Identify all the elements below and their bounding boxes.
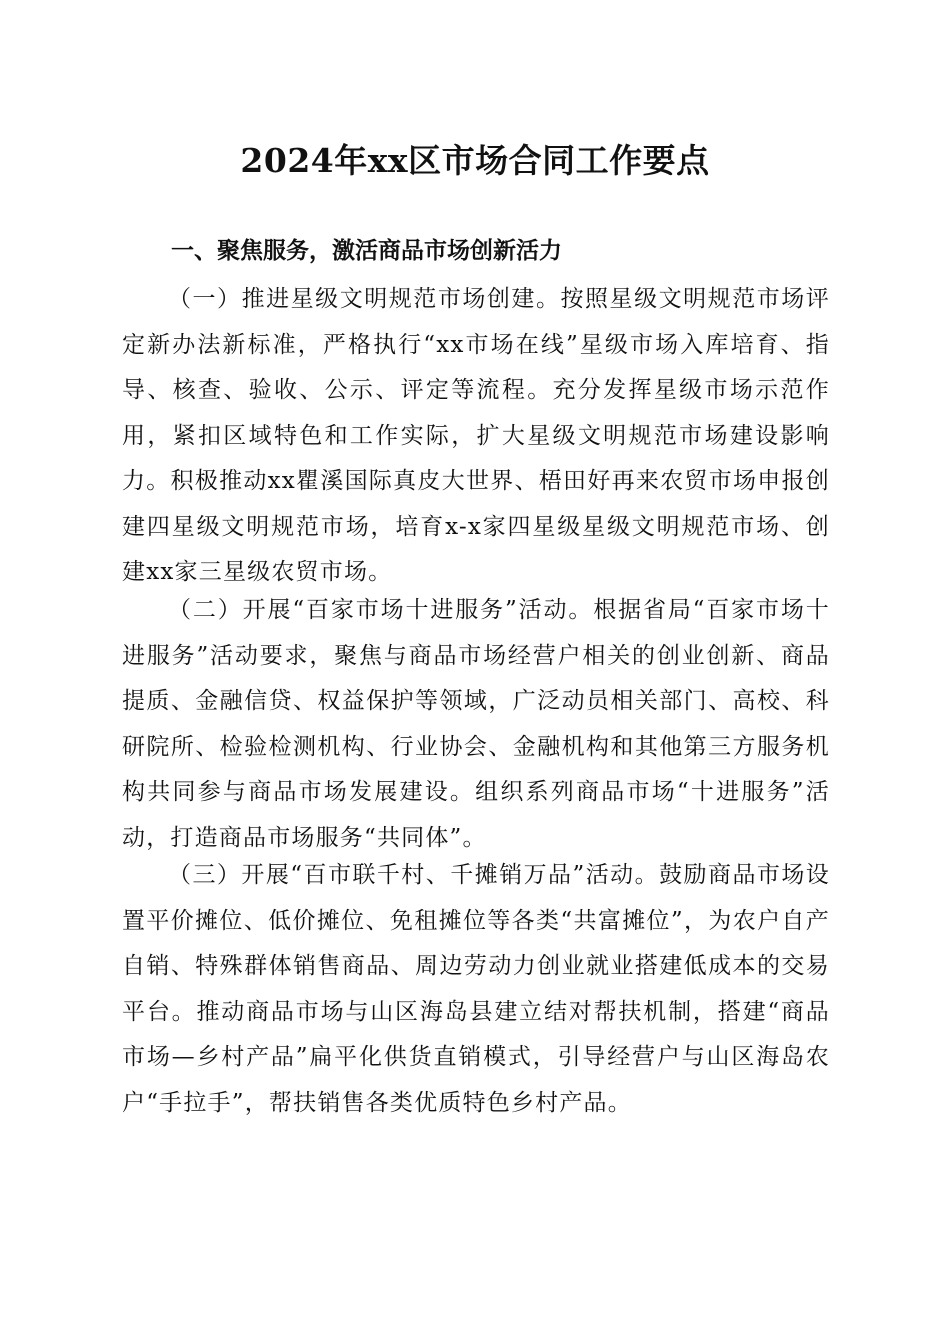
paragraph-1 [122, 277, 830, 596]
paragraph-1-label: （一）推进星级文明规范市场创建。 [168, 286, 561, 312]
paragraph-1-text: 按照星级文明规范市场评定新办法新标准，严格执行“xx市场在线”星级市场入库培育、指导、核查、验收、公示、评定等流程。充分发挥星级市场示范作用，紧扣区域特色和工作实际，扩大星级文明规范市场建设影响力。积极推动xx瞿溪国际真皮大世界、梧田好再来农贸市场申报创建四星级文明规范市场，培育x-x家四星级星级文明规范市场、创建xx家三星级农贸市场。 [122, 286, 831, 585]
paragraph-3 [122, 853, 830, 1126]
section-heading: 一、聚焦服务，激活商品市场创新活力 [171, 238, 562, 264]
paragraph-3-text: 鼓励商品市场设置平价摊位、低价摊位、免租摊位等各类“共富摊位”，为农户自产自销、特殊群体销售商品、周边劳动力创业就业搭建低成本的交易平台。推动商品市场与山区海岛县建立结对帮扶机制，搭建“商品市场—乡村产品”扁平化供货直销模式，引导经营户与山区海岛农户“手拉手”，帮扶销售各类优质特色乡村产品。 [122, 862, 831, 1116]
paragraph-2 [122, 588, 830, 861]
paragraph-3-label: （三）开展“百市联千村、千摊销万品”活动。 [168, 862, 660, 888]
paragraph-2-text: 根据省局“百家市场十进服务”活动要求，聚焦与商品市场经营户相关的创业创新、商品提质、金融信贷、权益保护等领域，广泛动员相关部门、高校、科研院所、检验检测机构、行业协会、金融机构和其他第三方服务机构共同参与商品市场发展建设。组织系列商品市场“十进服务”活动，打造商品市场服务“共同体”。 [122, 597, 830, 851]
page-title: 2024年xx区市场合同工作要点 [240, 141, 710, 180]
paragraph-2-label: （二）开展“百家市场十进服务”活动。 [168, 597, 594, 623]
